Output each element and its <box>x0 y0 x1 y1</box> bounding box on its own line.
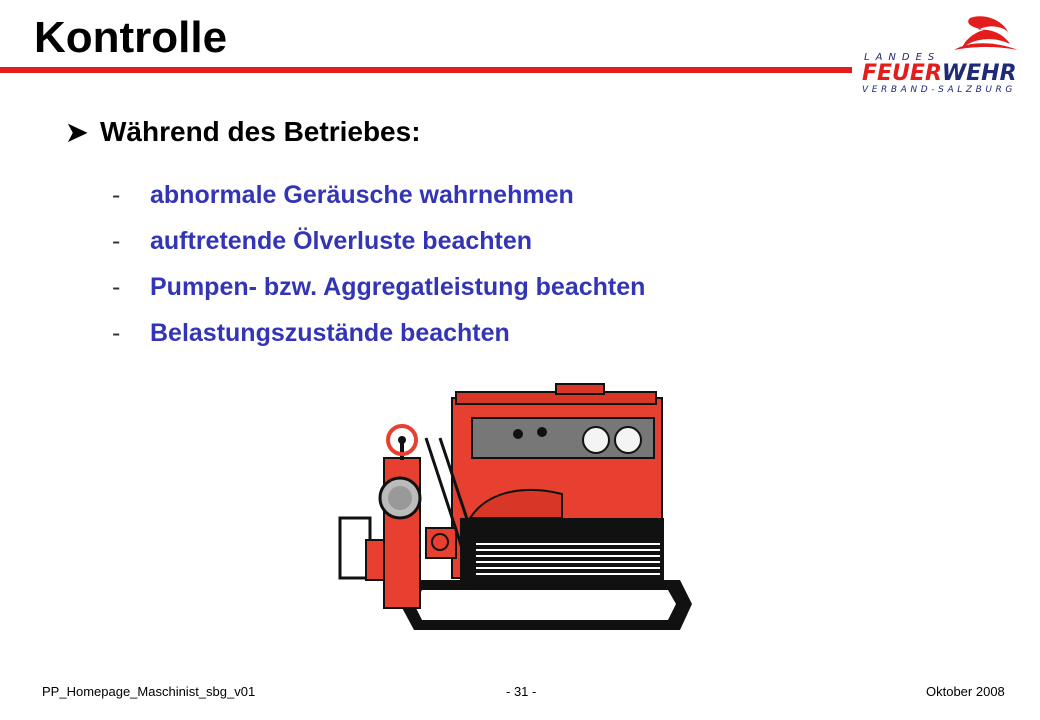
dash-icon: - <box>112 226 121 255</box>
logo-feuer: FEUER <box>862 61 942 86</box>
section-heading <box>66 116 421 148</box>
list-item-text: Belastungszustände beachten <box>150 318 510 347</box>
dash-icon: - <box>112 318 121 347</box>
bullet-list <box>112 172 645 356</box>
logo-wehr: WEHR <box>941 61 1017 86</box>
heading-text: Während des Betriebes: <box>100 116 421 147</box>
logo-top-text: LANDES <box>864 52 941 63</box>
list-item <box>112 310 645 356</box>
list-item <box>112 264 645 310</box>
logo-main-text <box>862 62 1017 86</box>
feuerwehr-logo <box>858 14 1028 96</box>
fire-pump-illustration <box>330 368 700 648</box>
dash-icon: - <box>112 180 121 209</box>
list-item <box>112 218 645 264</box>
dash-icon: - <box>112 272 121 301</box>
slide-title: Kontrolle <box>34 13 228 62</box>
list-item <box>112 172 645 218</box>
footer-date: Oktober 2008 <box>926 684 1005 699</box>
footer-page-number: - 31 - <box>506 684 537 699</box>
arrow-bullet-icon: ➤ <box>66 116 88 147</box>
title-underline <box>0 67 852 73</box>
flame-swoosh-icon <box>858 14 1028 54</box>
list-item-text: Pumpen- bzw. Aggregatleistung beachten <box>150 272 646 301</box>
list-item-text: auftretende Ölverluste beachten <box>150 226 533 255</box>
list-item-text: abnormale Geräusche wahrnehmen <box>150 180 574 209</box>
footer-filename: PP_Homepage_Maschinist_sbg_v01 <box>42 684 256 699</box>
logo-bottom-text: VERBAND-SALZBURG <box>862 85 1016 95</box>
